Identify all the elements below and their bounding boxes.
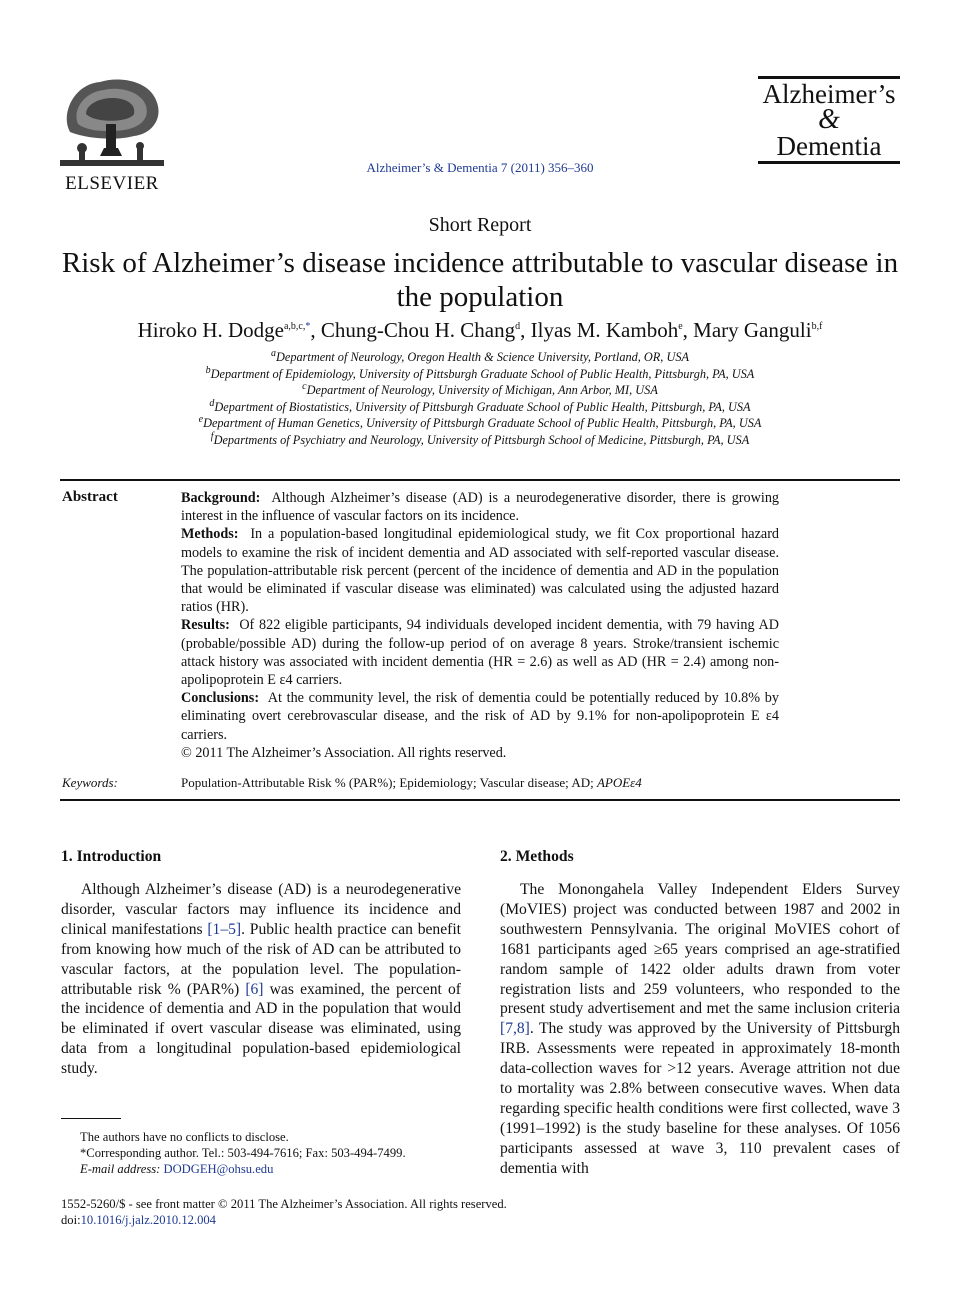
article-type: Short Report bbox=[428, 214, 532, 236]
abstract-methods: Methods: In a population-based longitudinal epidemiological study, we fit Cox proportional hazard models to examine the risk of incident dementia and AD associated with self-reported vascular disease. The population-attributable risk percent (percent of the incidence of dementia and AD in the population that would be eliminated if vascular disease was eliminated) was calculated using the adjusted hazard ratios (HR). bbox=[181, 526, 780, 616]
author-name: Chung-Chou H. Chang bbox=[320, 318, 516, 342]
journal-logo-line2: Dementia bbox=[776, 131, 882, 161]
abstract-conclusions: Conclusions: At the community level, the risk of dementia could be potentially reduced by 10.8% by eliminating overt cerebrovascular disease, and the risk of AD by 9.1% for non-apolipoprotein E ε4 carriers. bbox=[181, 690, 779, 743]
journal-reference[interactable]: Alzheimer’s & Dementia 7 (2011) 356–360 bbox=[366, 160, 594, 175]
author-name: Hiroko H. Dodge bbox=[137, 318, 284, 342]
abstract-background: Background: Although Alzheimer’s disease (AD) is a neurodegenerative disorder, there is growing interest in the influence of vascular factors on its incidence. bbox=[181, 490, 780, 525]
email-link[interactable]: DODGEH@ohsu.edu bbox=[163, 1162, 274, 1176]
keywords-label: Keywords: bbox=[62, 775, 118, 790]
doi-line: doi:10.1016/j.jalz.2010.12.004 bbox=[61, 1213, 216, 1227]
affiliation: $^e$Department of Human Genetics, University of Pittsburgh Graduate School of Public Health, Pittsburgh, PA, USA bbox=[198, 414, 762, 431]
publisher-name: ELSEVIER bbox=[65, 173, 159, 194]
front-matter bbox=[61, 1196, 661, 1228]
issn-line: 1552-5260/$ - see front matter © 2011 The Alzheimer’s Association. All rights reserved. bbox=[61, 1197, 507, 1211]
affiliations bbox=[60, 349, 900, 449]
affiliation: $^d$Department of Biostatistics, University of Pittsburgh Graduate School of Public Health, Pittsburgh, PA, USA bbox=[209, 397, 751, 414]
author-affil-sup: b,f bbox=[811, 321, 823, 332]
author-name: Ilyas M. Kamboh bbox=[530, 318, 679, 342]
affiliation: $^c$Department of Neurology, University of Michigan, Ann Arbor, MI, USA bbox=[302, 381, 658, 398]
publisher-logo bbox=[60, 74, 164, 194]
corresponding-author-link[interactable]: * bbox=[305, 321, 311, 332]
section-heading-introduction: 1. Introduction bbox=[61, 848, 162, 865]
footnote-corresponding: *Corresponding author. Tel.: 503-494-7616; Fax: 503-494-7499. bbox=[80, 1146, 406, 1160]
keywords: Population-Attributable Risk % (PAR%); Epidemiology; Vascular disease; AD; APOEε4 bbox=[181, 775, 642, 790]
abstract-top-rule bbox=[60, 479, 900, 481]
abstract-results: Results: Of 822 eligible participants, 94 individuals developed incident dementia, with 79 having AD (probable/possible AD) during the follow-up period of on average 8 years. Stroke/transient ischemic attack history was associated with incident dementia (HR = 2.6) as well as AD (HR = 2.4) among non-apolipoprotein E ε4 carriers. bbox=[181, 617, 779, 689]
abstract-copyright: © 2011 The Alzheimer’s Association. All rights reserved. bbox=[181, 744, 507, 761]
citation-link[interactable]: [7,8] bbox=[500, 1020, 530, 1038]
abstract-bottom-rule bbox=[60, 799, 900, 801]
affiliation: $^a$Department of Neurology, Oregon Health & Science University, Portland, OR, USA bbox=[270, 347, 689, 364]
author-list: Hiroko H. Dodge$^{a,b,c,*}$, Chung-Chou H. Chang$^d$, Ilyas M. Kamboh$^e$, Mary Ganguli$^{b,f}$ bbox=[137, 318, 823, 342]
section-heading-methods: 2. Methods bbox=[500, 848, 574, 865]
journal-logo bbox=[758, 76, 900, 164]
footnote-rule bbox=[61, 1118, 121, 1119]
journal-logo-line1: Alzheimer’s bbox=[762, 79, 896, 109]
journal-logo-amp: & bbox=[818, 104, 840, 135]
author-affil-sup: e bbox=[678, 321, 683, 332]
citation-link[interactable]: [6] bbox=[245, 980, 264, 998]
affiliation: $^b$Department of Epidemiology, University of Pittsburgh Graduate School of Public Health, Pittsburgh, PA, USA bbox=[205, 364, 755, 381]
footnotes bbox=[80, 1129, 480, 1177]
abstract-label: Abstract bbox=[62, 489, 118, 505]
abstract-body bbox=[181, 489, 779, 762]
article-title: Risk of Alzheimer’s disease incidence attributable to vascular disease in the population bbox=[61, 247, 899, 313]
citation-link[interactable]: [1–5] bbox=[207, 920, 242, 938]
introduction-text: Although Alzheimer’s disease (AD) is a neurodegenerative disorder, vascular factors may influence its incidence and clinical manifestations [1–5]. Public health practice can benefit from knowing how much of the risk of AD can be attributed to vascular factors, at the population level. The population-attributable risk % (PAR%) [6] was examined, the percent of the incidence of dementia and AD in the population that would be eliminated if overt vascular disease was eliminated, using data from a longitudinal population-based epidemiological study. bbox=[61, 881, 461, 1078]
author-affil-sup: d bbox=[515, 321, 521, 332]
footnote-conflicts: The authors have no conflicts to disclose. bbox=[80, 1130, 289, 1144]
author-name: Mary Ganguli bbox=[693, 318, 812, 342]
author-affil-sup: a,b,c, bbox=[283, 321, 306, 332]
footnote-email: E-mail address: DODGEH@ohsu.edu bbox=[80, 1162, 274, 1176]
doi-link[interactable]: 10.1016/j.jalz.2010.12.004 bbox=[80, 1213, 216, 1227]
elsevier-tree-icon bbox=[60, 74, 164, 166]
methods-text: The Monongahela Valley Independent Elders Survey (MoVIES) project was conducted between 1987 and 2002 in southwestern Pennsylvania. The original MoVIES cohort of 1681 participants aged ≥65 years comprised an age-stratified random sample of 1422 older adults drawn from voter registration lists and 259 volunteers, who responded to the present study advertisement and met the same inclusion criteria [7,8]. The study was approved by the University of Pittsburgh IRB. Assessments were repeated in approximately 18-month data-collection waves for >12 years. Average attrition not due to mortality was 2.8% between consecutive waves. When data regarding specific health conditions were first collected, wave 3 (1991–1992) is the study baseline for these analyses. Of 1056 participants assessed at wave 3, 110 prevalent cases of dementia with bbox=[500, 881, 900, 1177]
affiliation: $^f$Departments of Psychiatry and Neurology, University of Pittsburgh School of Medicine, Pittsburgh, PA, USA bbox=[210, 430, 750, 447]
